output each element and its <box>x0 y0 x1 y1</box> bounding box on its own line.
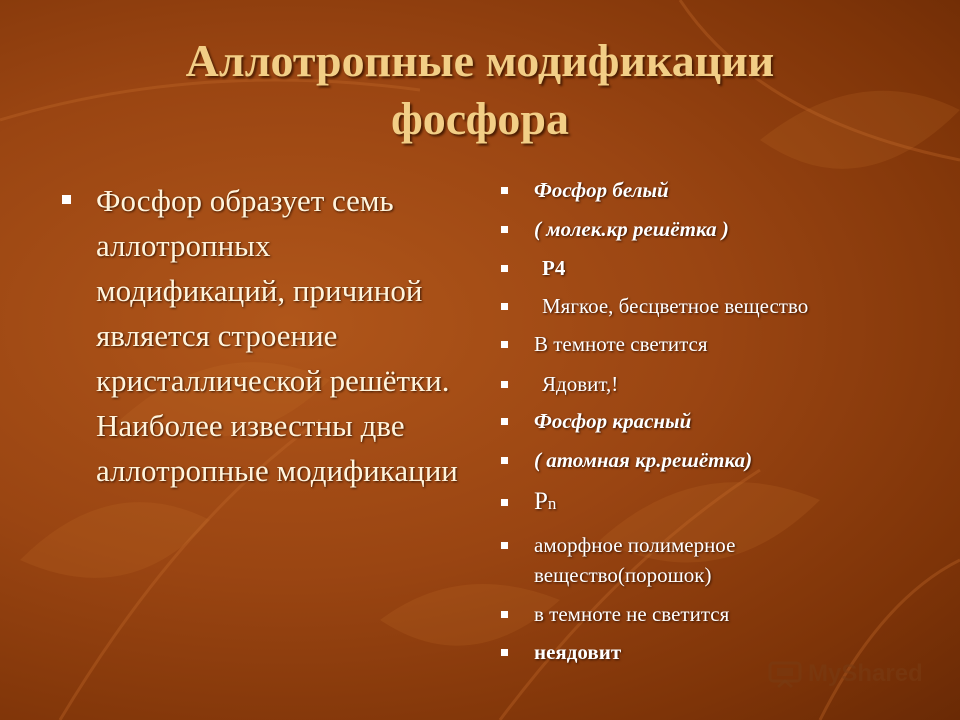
list-item-red-phosphorus: Фосфор красный <box>500 406 944 436</box>
list-item-white-phosphorus: Фосфор белый <box>500 175 944 205</box>
list-item-glows-in-dark: В темноте светится <box>500 329 944 359</box>
bullet-square-icon <box>501 187 508 194</box>
list-item-pn: Рn <box>500 487 944 519</box>
bullet-square-icon <box>501 611 508 618</box>
bullet-square-icon <box>62 195 71 204</box>
list-item-molecular-lattice: ( молек.кр решётка ) <box>500 214 944 244</box>
myshared-watermark <box>768 656 923 692</box>
watermark-text: MyShared <box>808 660 923 687</box>
bullet-square-icon <box>501 542 508 549</box>
left-paragraph: Фосфор образует семь аллотропных модификаций, причиной является строение кристаллической решётки. Наиболее известны две аллотропные модификации <box>96 183 458 488</box>
left-bullet-list <box>58 178 458 493</box>
list-item-soft-colorless: Мягкое, бесцветное вещество <box>500 291 944 321</box>
bullet-square-icon <box>501 499 508 506</box>
list-item-p4: Р4 <box>500 253 944 283</box>
bullet-square-icon <box>501 649 508 656</box>
left-list-item <box>58 178 458 493</box>
title-line-1: Аллотропные модификации <box>185 35 775 86</box>
bullet-square-icon <box>501 226 508 233</box>
bullet-square-icon <box>501 457 508 464</box>
bullet-square-icon <box>501 303 508 310</box>
list-item-non-poisonous: неядовит <box>500 637 944 667</box>
slide-title <box>40 32 920 148</box>
list-item-poisonous: Ядовит,! <box>500 369 944 399</box>
bullet-square-icon <box>501 265 508 272</box>
bullet-square-icon <box>501 341 508 348</box>
list-item-no-glow: в темноте не светится <box>500 599 944 629</box>
myshared-logo-icon <box>768 659 802 689</box>
list-item-atomic-lattice: ( атомная кр.решётка) <box>500 445 944 475</box>
list-item-amorphous-polymer: аморфное полимерное вещество(порошок) <box>500 530 944 590</box>
bullet-square-icon <box>501 418 508 425</box>
bullet-square-icon <box>501 381 508 388</box>
title-line-2: фосфора <box>390 93 570 144</box>
